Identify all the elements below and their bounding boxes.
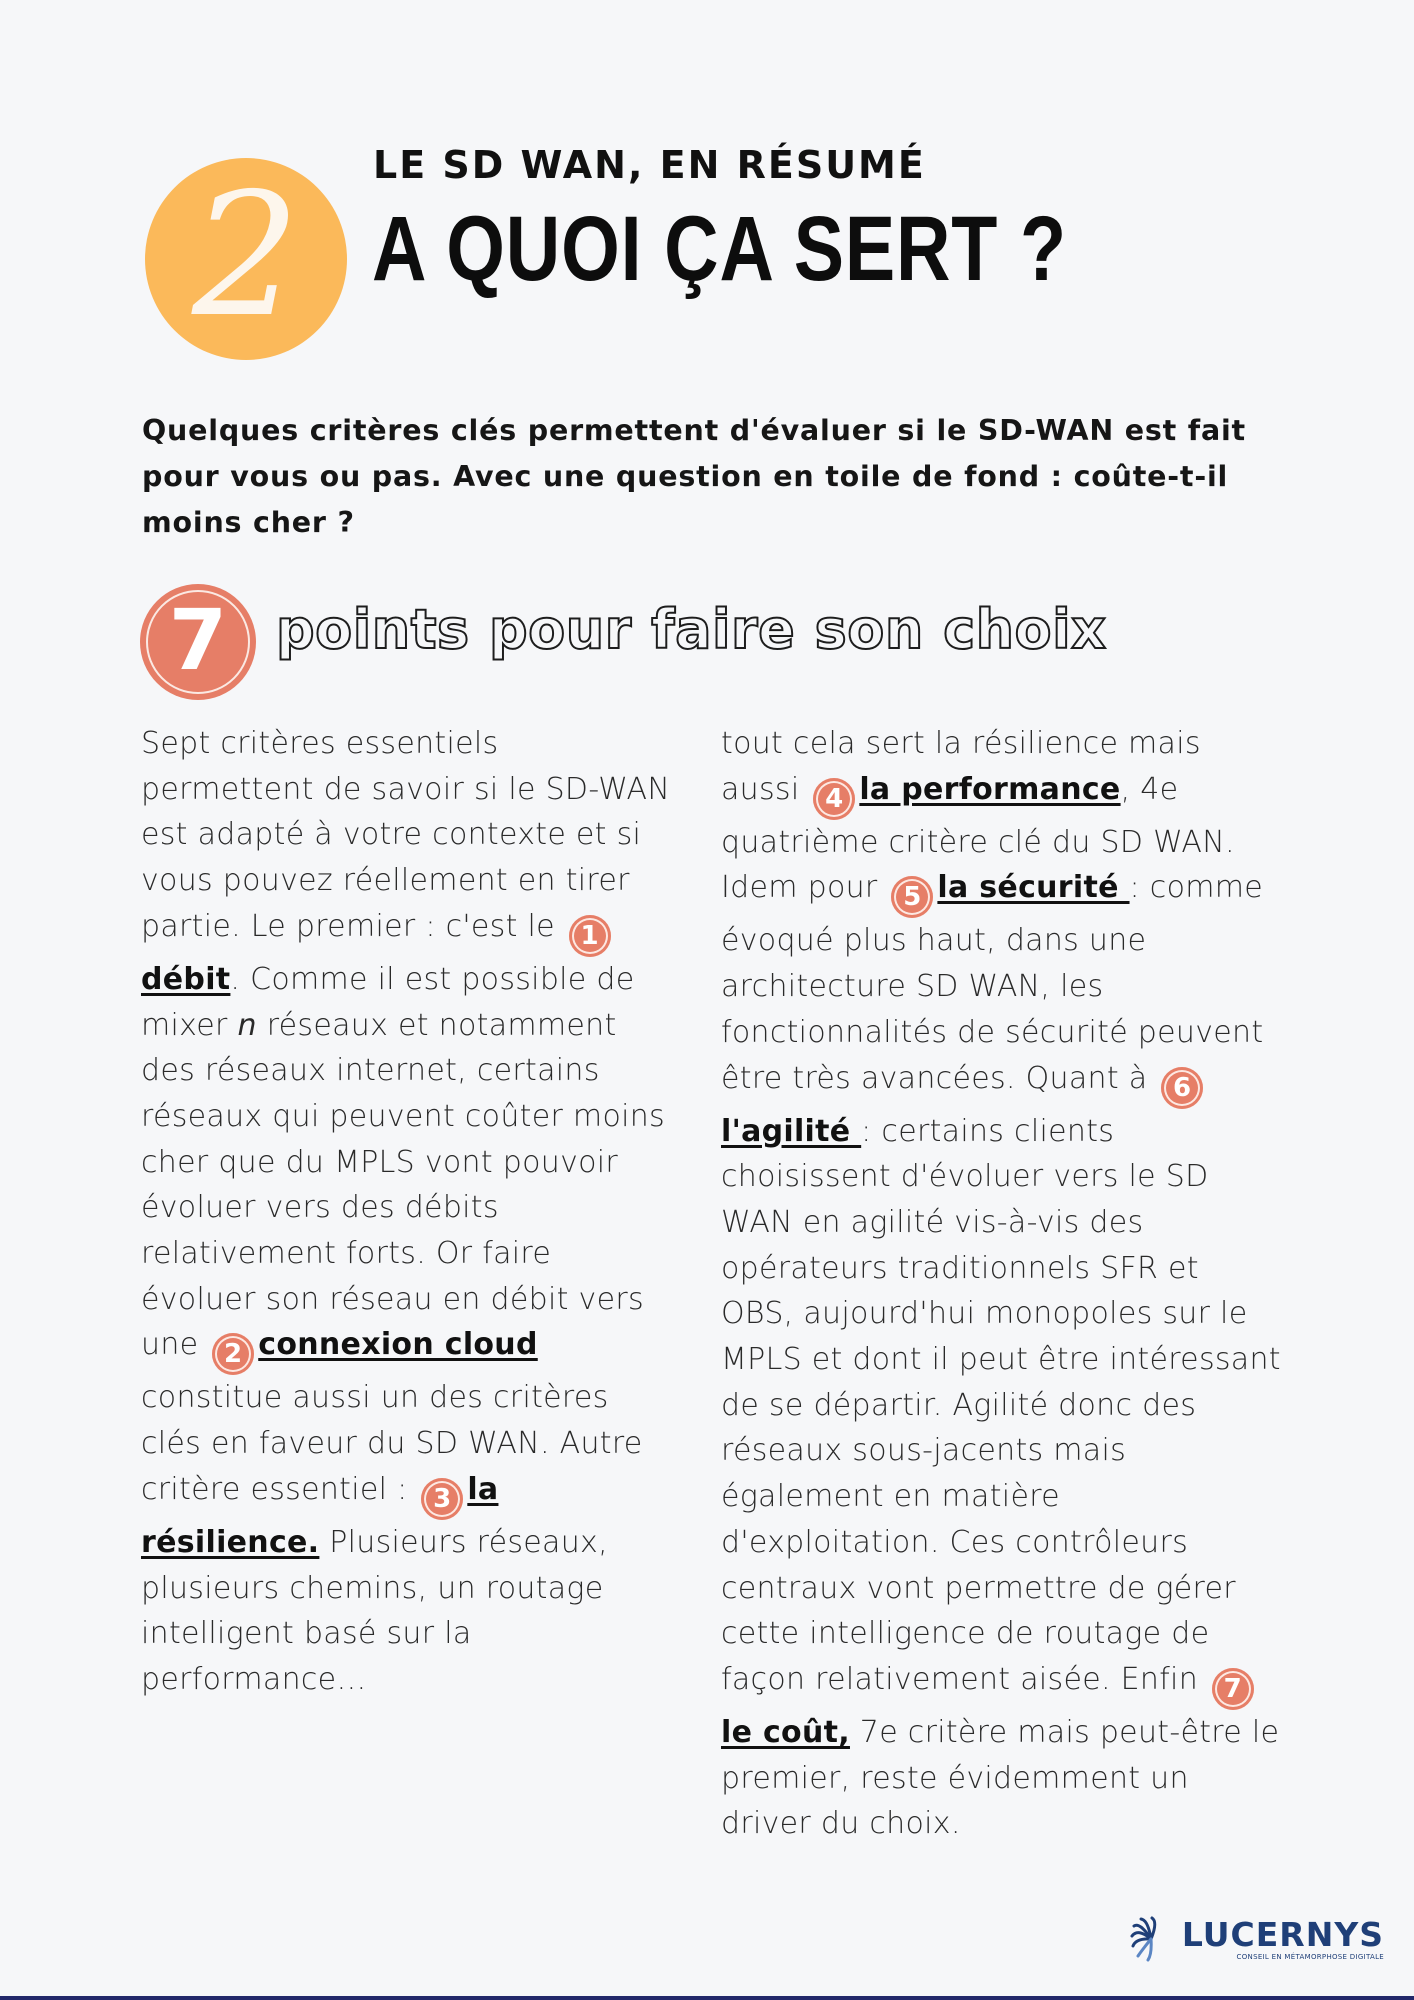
right-column-text bbox=[721, 721, 1281, 1847]
italic-n: n bbox=[237, 1007, 257, 1043]
criterion-agilite: l'agilité bbox=[721, 1113, 862, 1149]
criterion-cout: le coût, bbox=[721, 1714, 850, 1750]
section-number-badge bbox=[145, 158, 347, 360]
lucernys-logo bbox=[1128, 1916, 1384, 1962]
criterion-badge-7: 7 bbox=[1212, 1668, 1254, 1710]
text-run: : comme évoqué plus haut, dans une architecture SD WAN, les fonctionnalités de sécurité peuvent être très avancées. Quant à bbox=[721, 870, 1264, 1096]
lead-paragraph: Quelques critères clés permettent d'évaluer si le SD-WAN est fait pour vous ou pas. Avec une question en toile de fond : coûte-t-il moins cher ? bbox=[142, 414, 1246, 539]
left-column-text bbox=[141, 721, 671, 1703]
text-run: 7e critère mais peut-être le premier, reste évidemment un driver du choix. bbox=[721, 1714, 1280, 1842]
points-number: 7 bbox=[168, 591, 228, 689]
criterion-badge-5: 5 bbox=[891, 876, 933, 918]
text-run: tout cela sert la résilience mais aussi bbox=[721, 726, 1201, 807]
right-column bbox=[721, 721, 1281, 1847]
logo-name: LUCERNYS bbox=[1181, 1914, 1384, 1954]
criterion-badge-4: 4 bbox=[813, 778, 855, 820]
criterion-connexion-cloud: connexion cloud bbox=[258, 1327, 538, 1363]
logo-text bbox=[1181, 1914, 1384, 1961]
text-run: , 4e quatrième critère clé du SD WAN. Idem pour bbox=[721, 771, 1235, 906]
swirl-logo-icon bbox=[1128, 1916, 1174, 1962]
criterion-badge-6: 6 bbox=[1161, 1067, 1203, 1109]
left-column bbox=[141, 721, 671, 1703]
criterion-badge-2: 2 bbox=[212, 1333, 254, 1375]
criterion-badge-3: 3 bbox=[421, 1478, 463, 1520]
text-run: Sept critères essentiels permettent de savoir si le SD-WAN est adapté à votre contexte et si vous pouvez réellement en tirer partie. Le premier : c'est le bbox=[141, 726, 671, 944]
text-run: constitue aussi un des critères clés en faveur du SD WAN. Autre critère essentiel : bbox=[141, 1380, 643, 1507]
criterion-securite: la sécurité bbox=[937, 870, 1130, 906]
bottom-rule bbox=[0, 1996, 1414, 2000]
text-run: Plusieurs réseaux, plusieurs chemins, un routage intelligent basé sur la performance… bbox=[141, 1524, 608, 1697]
text-run: réseaux et notamment des réseaux internet, certains réseaux qui peuvent coûter moins cher que du MPLS vont pouvoir évoluer vers des débits relativement forts. Or faire évoluer son réseau en débit vers une bbox=[141, 1007, 665, 1363]
text-run: . Comme il est possible de mixer bbox=[141, 961, 635, 1043]
criterion-performance: la performance bbox=[859, 771, 1121, 807]
criterion-resilience: la résilience. bbox=[141, 1471, 499, 1560]
criterion-badge-1: 1 bbox=[569, 915, 611, 957]
text-run: : certains clients choisissent d'évoluer vers le SD WAN en agilité vis-à-vis des opérateurs traditionnels SFR et OBS, aujourd'hui monopoles sur le MPLS et dont il peut être intéressant de se départir. Agilité donc des réseaux sous-jacents mais également en matière d'exploitation. Ces contrôleurs centraux vont permettre de gérer cette intelligence de routage de façon relativement aisée. Enfin bbox=[721, 1113, 1281, 1697]
page-title: A QUOI ÇA SERT ? bbox=[372, 198, 1067, 300]
section-number: 2 bbox=[191, 157, 301, 355]
points-number-badge bbox=[140, 584, 256, 700]
criterion-debit: débit bbox=[141, 961, 231, 997]
points-heading: points pour faire son choix bbox=[276, 598, 1107, 661]
logo-tagline: CONSEIL EN MÉTAMORPHOSE DIGITALE bbox=[1236, 1952, 1384, 1961]
section-kicker: LE SD WAN, EN RÉSUMÉ bbox=[373, 143, 926, 187]
